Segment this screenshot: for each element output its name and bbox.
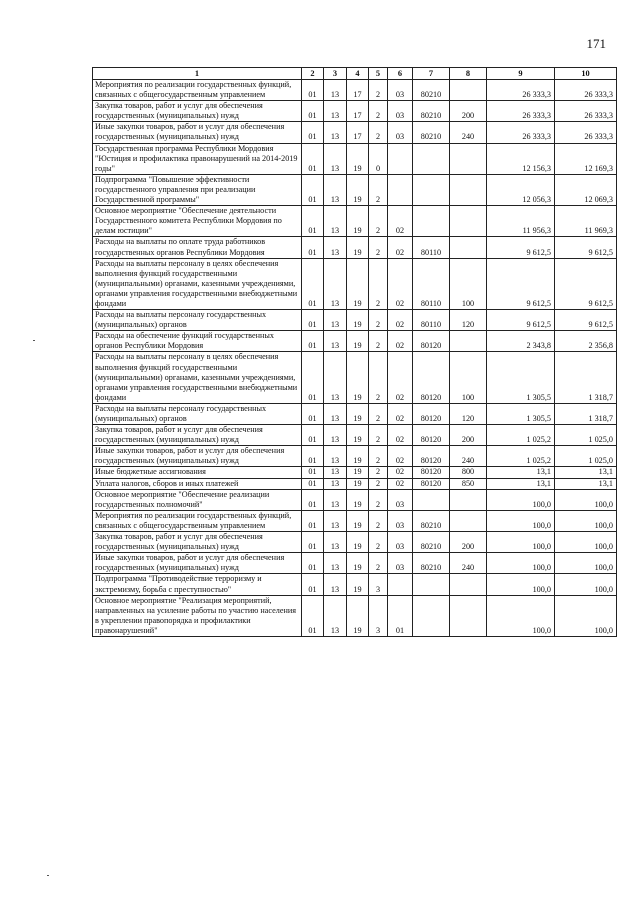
cell-section: 01 — [302, 174, 324, 205]
cell-expense-type: 240 — [450, 553, 487, 574]
cell-expense-type: 100 — [450, 352, 487, 403]
cell-subsection: 13 — [324, 352, 347, 403]
row-name: Иные закупки товаров, работ и услуг для обеспечения государственных (муниципальных) нужд — [93, 446, 302, 467]
col-header-subprogram: 5 — [369, 68, 388, 80]
cell-amount-1: 12 056,3 — [487, 174, 555, 205]
cell-amount-2: 13,1 — [555, 478, 617, 489]
cell-subprogram: 2 — [369, 425, 388, 446]
cell-subprogram: 2 — [369, 510, 388, 531]
table-row — [93, 532, 617, 553]
table-row — [93, 467, 617, 478]
table-row — [93, 310, 617, 331]
cell-subprogram: 2 — [369, 174, 388, 205]
cell-amount-2: 9 612,5 — [555, 310, 617, 331]
row-name: Государственная программа Республики Мордовия "Юстиция и профилактика правонарушений на 2014-2019 годы" — [93, 143, 302, 174]
cell-subsection: 13 — [324, 532, 347, 553]
cell-amount-2: 26 333,3 — [555, 80, 617, 101]
col-header-direction: 7 — [413, 68, 450, 80]
table-row — [93, 446, 617, 467]
row-name: Расходы на выплаты персоналу государственных (муниципальных) органов — [93, 310, 302, 331]
cell-subsection: 13 — [324, 478, 347, 489]
cell-amount-1: 9 612,5 — [487, 237, 555, 258]
cell-amount-2: 100,0 — [555, 553, 617, 574]
cell-program: 19 — [347, 478, 369, 489]
cell-program: 19 — [347, 574, 369, 595]
cell-amount-1: 13,1 — [487, 467, 555, 478]
cell-subsection: 13 — [324, 425, 347, 446]
cell-section: 01 — [302, 352, 324, 403]
cell-direction — [413, 174, 450, 205]
cell-program: 19 — [347, 143, 369, 174]
cell-amount-1: 9 612,5 — [487, 258, 555, 309]
cell-measure: 01 — [388, 595, 413, 636]
cell-amount-1: 9 612,5 — [487, 310, 555, 331]
cell-direction: 80210 — [413, 122, 450, 143]
cell-amount-2: 9 612,5 — [555, 258, 617, 309]
table-row — [93, 403, 617, 424]
cell-measure: 02 — [388, 206, 413, 237]
cell-subprogram: 0 — [369, 143, 388, 174]
cell-program: 19 — [347, 467, 369, 478]
cell-subprogram: 2 — [369, 122, 388, 143]
cell-direction: 80110 — [413, 237, 450, 258]
row-name: Мероприятия по реализации государственных функций, связанных с общегосударственным управлением — [93, 80, 302, 101]
table-row — [93, 510, 617, 531]
cell-amount-2: 12 069,3 — [555, 174, 617, 205]
table-row — [93, 143, 617, 174]
cell-amount-1: 2 343,8 — [487, 331, 555, 352]
col-header-program: 4 — [347, 68, 369, 80]
cell-section: 01 — [302, 553, 324, 574]
cell-amount-2: 1 318,7 — [555, 352, 617, 403]
cell-subsection: 13 — [324, 206, 347, 237]
cell-section: 01 — [302, 532, 324, 553]
cell-measure — [388, 574, 413, 595]
cell-direction: 80120 — [413, 478, 450, 489]
cell-expense-type — [450, 237, 487, 258]
table-row — [93, 553, 617, 574]
table-row — [93, 352, 617, 403]
cell-measure: 02 — [388, 258, 413, 309]
cell-expense-type: 200 — [450, 425, 487, 446]
cell-amount-1: 11 956,3 — [487, 206, 555, 237]
cell-expense-type: 240 — [450, 122, 487, 143]
cell-measure — [388, 143, 413, 174]
cell-expense-type — [450, 595, 487, 636]
cell-measure: 02 — [388, 310, 413, 331]
row-name: Расходы на выплаты по оплате труда работников государственных органов Республики Мордовия — [93, 237, 302, 258]
table-row — [93, 206, 617, 237]
col-header-amount-1: 9 — [487, 68, 555, 80]
row-name: Основное мероприятие "Реализация мероприятий, направленных на усиление работы по участию населения в укреплении правопорядка и профилактики правонарушений" — [93, 595, 302, 636]
cell-direction: 80120 — [413, 403, 450, 424]
row-name: Мероприятия по реализации государственных функций, связанных с общегосударственным управлением — [93, 510, 302, 531]
cell-amount-1: 100,0 — [487, 510, 555, 531]
table-row — [93, 478, 617, 489]
scan-speck — [33, 340, 35, 341]
cell-subsection: 13 — [324, 467, 347, 478]
cell-direction: 80120 — [413, 352, 450, 403]
cell-expense-type: 850 — [450, 478, 487, 489]
cell-direction: 80120 — [413, 331, 450, 352]
cell-amount-1: 1 025,2 — [487, 425, 555, 446]
cell-amount-2: 26 333,3 — [555, 122, 617, 143]
cell-amount-2: 100,0 — [555, 574, 617, 595]
cell-section: 01 — [302, 237, 324, 258]
cell-amount-1: 100,0 — [487, 574, 555, 595]
row-name: Закупка товаров, работ и услуг для обеспечения государственных (муниципальных) нужд — [93, 532, 302, 553]
cell-subsection: 13 — [324, 446, 347, 467]
cell-program: 17 — [347, 122, 369, 143]
cell-amount-1: 1 305,5 — [487, 352, 555, 403]
cell-expense-type — [450, 510, 487, 531]
cell-program: 19 — [347, 553, 369, 574]
cell-subsection: 13 — [324, 122, 347, 143]
cell-direction — [413, 574, 450, 595]
cell-expense-type: 240 — [450, 446, 487, 467]
cell-subprogram: 2 — [369, 489, 388, 510]
cell-subprogram: 2 — [369, 310, 388, 331]
cell-subprogram: 2 — [369, 446, 388, 467]
row-name: Расходы на выплаты персоналу в целях обеспечения выполнения функций государственными (муниципальными) органами, казенными учреждениями, органами управления государственными внебюджетными фондами — [93, 352, 302, 403]
cell-expense-type — [450, 174, 487, 205]
col-header-expense-type: 8 — [450, 68, 487, 80]
cell-subprogram: 2 — [369, 237, 388, 258]
cell-amount-2: 1 025,0 — [555, 425, 617, 446]
table-row — [93, 425, 617, 446]
cell-expense-type — [450, 80, 487, 101]
table-row — [93, 237, 617, 258]
cell-program: 19 — [347, 331, 369, 352]
cell-direction — [413, 595, 450, 636]
cell-measure: 03 — [388, 101, 413, 122]
cell-program: 19 — [347, 532, 369, 553]
cell-measure: 03 — [388, 80, 413, 101]
col-header-measure: 6 — [388, 68, 413, 80]
cell-section: 01 — [302, 446, 324, 467]
cell-subsection: 13 — [324, 310, 347, 331]
cell-amount-1: 100,0 — [487, 532, 555, 553]
cell-measure: 02 — [388, 352, 413, 403]
cell-amount-1: 100,0 — [487, 595, 555, 636]
scan-speck — [47, 875, 49, 876]
cell-subprogram: 2 — [369, 258, 388, 309]
cell-subsection: 13 — [324, 403, 347, 424]
cell-amount-2: 100,0 — [555, 595, 617, 636]
col-header-amount-2: 10 — [555, 68, 617, 80]
cell-amount-2: 100,0 — [555, 532, 617, 553]
cell-subsection: 13 — [324, 331, 347, 352]
cell-expense-type — [450, 206, 487, 237]
cell-expense-type: 100 — [450, 258, 487, 309]
budget-table — [92, 67, 617, 637]
cell-direction: 80210 — [413, 553, 450, 574]
cell-section: 01 — [302, 122, 324, 143]
cell-subsection: 13 — [324, 595, 347, 636]
cell-amount-1: 26 333,3 — [487, 122, 555, 143]
cell-expense-type: 120 — [450, 403, 487, 424]
cell-section: 01 — [302, 478, 324, 489]
cell-measure — [388, 174, 413, 205]
table-body — [93, 80, 617, 637]
cell-amount-1: 1 305,5 — [487, 403, 555, 424]
row-name: Уплата налогов, сборов и иных платежей — [93, 478, 302, 489]
cell-program: 19 — [347, 510, 369, 531]
col-header-subsection: 3 — [324, 68, 347, 80]
row-name: Закупка товаров, работ и услуг для обеспечения государственных (муниципальных) нужд — [93, 425, 302, 446]
cell-measure: 03 — [388, 510, 413, 531]
cell-expense-type — [450, 331, 487, 352]
cell-direction: 80210 — [413, 510, 450, 531]
cell-amount-1: 13,1 — [487, 478, 555, 489]
cell-subprogram: 2 — [369, 532, 388, 553]
row-name: Расходы на выплаты персоналу в целях обеспечения выполнения функций государственными (муниципальными) органами, казенными учреждениями, органами управления государственными внебюджетными фондами — [93, 258, 302, 309]
cell-expense-type — [450, 143, 487, 174]
cell-expense-type: 120 — [450, 310, 487, 331]
row-name: Иные закупки товаров, работ и услуг для обеспечения государственных (муниципальных) нужд — [93, 553, 302, 574]
cell-amount-2: 12 169,3 — [555, 143, 617, 174]
cell-amount-1: 26 333,3 — [487, 101, 555, 122]
cell-program: 17 — [347, 80, 369, 101]
cell-section: 01 — [302, 258, 324, 309]
cell-subsection: 13 — [324, 101, 347, 122]
cell-expense-type: 800 — [450, 467, 487, 478]
cell-program: 19 — [347, 595, 369, 636]
row-name: Закупка товаров, работ и услуг для обеспечения государственных (муниципальных) нужд — [93, 101, 302, 122]
cell-amount-2: 26 333,3 — [555, 101, 617, 122]
cell-amount-2: 2 356,8 — [555, 331, 617, 352]
cell-program: 19 — [347, 425, 369, 446]
cell-direction — [413, 143, 450, 174]
cell-measure: 02 — [388, 237, 413, 258]
cell-section: 01 — [302, 489, 324, 510]
cell-measure: 02 — [388, 467, 413, 478]
cell-section: 01 — [302, 331, 324, 352]
cell-section: 01 — [302, 574, 324, 595]
cell-subprogram: 3 — [369, 574, 388, 595]
cell-amount-2: 100,0 — [555, 489, 617, 510]
cell-direction: 80120 — [413, 446, 450, 467]
cell-subprogram: 2 — [369, 403, 388, 424]
cell-expense-type — [450, 574, 487, 595]
cell-amount-2: 1 025,0 — [555, 446, 617, 467]
cell-subprogram: 3 — [369, 595, 388, 636]
cell-subsection: 13 — [324, 237, 347, 258]
cell-direction: 80120 — [413, 467, 450, 478]
cell-section: 01 — [302, 80, 324, 101]
cell-section: 01 — [302, 403, 324, 424]
cell-expense-type: 200 — [450, 101, 487, 122]
cell-subprogram: 2 — [369, 80, 388, 101]
cell-direction: 80210 — [413, 532, 450, 553]
row-name: Расходы на обеспечение функций государственных органов Республики Мордовия — [93, 331, 302, 352]
table-row — [93, 101, 617, 122]
cell-section: 01 — [302, 510, 324, 531]
cell-measure: 02 — [388, 425, 413, 446]
table-row — [93, 331, 617, 352]
col-header-name: 1 — [93, 68, 302, 80]
row-name: Основное мероприятие "Обеспечение реализации государственных полномочий" — [93, 489, 302, 510]
cell-amount-1: 100,0 — [487, 489, 555, 510]
cell-subsection: 13 — [324, 143, 347, 174]
cell-measure: 02 — [388, 446, 413, 467]
table-row — [93, 258, 617, 309]
cell-program: 19 — [347, 258, 369, 309]
cell-amount-1: 100,0 — [487, 553, 555, 574]
cell-direction: 80110 — [413, 258, 450, 309]
cell-direction: 80120 — [413, 425, 450, 446]
cell-subsection: 13 — [324, 174, 347, 205]
cell-section: 01 — [302, 467, 324, 478]
row-name: Иные бюджетные ассигнования — [93, 467, 302, 478]
cell-amount-2: 13,1 — [555, 467, 617, 478]
cell-measure: 03 — [388, 532, 413, 553]
cell-direction: 80210 — [413, 101, 450, 122]
row-name: Иные закупки товаров, работ и услуг для обеспечения государственных (муниципальных) нужд — [93, 122, 302, 143]
cell-program: 17 — [347, 101, 369, 122]
cell-measure: 02 — [388, 331, 413, 352]
table-row — [93, 489, 617, 510]
table-row — [93, 80, 617, 101]
cell-amount-2: 9 612,5 — [555, 237, 617, 258]
cell-program: 19 — [347, 310, 369, 331]
cell-measure: 03 — [388, 553, 413, 574]
cell-measure: 03 — [388, 122, 413, 143]
cell-amount-2: 100,0 — [555, 510, 617, 531]
cell-section: 01 — [302, 101, 324, 122]
table-row — [93, 122, 617, 143]
cell-subsection: 13 — [324, 489, 347, 510]
cell-amount-1: 26 333,3 — [487, 80, 555, 101]
cell-measure: 02 — [388, 403, 413, 424]
cell-amount-2: 1 318,7 — [555, 403, 617, 424]
cell-direction — [413, 206, 450, 237]
cell-program: 19 — [347, 174, 369, 205]
cell-amount-1: 12 156,3 — [487, 143, 555, 174]
cell-subprogram: 2 — [369, 478, 388, 489]
cell-subprogram: 2 — [369, 467, 388, 478]
cell-section: 01 — [302, 425, 324, 446]
cell-section: 01 — [302, 206, 324, 237]
cell-subprogram: 2 — [369, 331, 388, 352]
row-name: Расходы на выплаты персоналу государственных (муниципальных) органов — [93, 403, 302, 424]
row-name: Подпрограмма "Повышение эффективности государственного управления при реализации Государственной программы" — [93, 174, 302, 205]
cell-direction: 80210 — [413, 80, 450, 101]
cell-subprogram: 2 — [369, 553, 388, 574]
cell-measure: 02 — [388, 478, 413, 489]
cell-program: 19 — [347, 446, 369, 467]
cell-subsection: 13 — [324, 553, 347, 574]
page-number: 171 — [586, 36, 606, 51]
cell-program: 19 — [347, 206, 369, 237]
cell-subprogram: 2 — [369, 352, 388, 403]
row-name: Основное мероприятие "Обеспечение деятельности Государственного комитета Республики Мордовия по делам юстиции" — [93, 206, 302, 237]
col-header-section: 2 — [302, 68, 324, 80]
row-name: Подпрограмма "Противодействие терроризму и экстремизму, борьба с преступностью" — [93, 574, 302, 595]
cell-expense-type — [450, 489, 487, 510]
cell-amount-2: 11 969,3 — [555, 206, 617, 237]
cell-subsection: 13 — [324, 258, 347, 309]
cell-expense-type: 200 — [450, 532, 487, 553]
cell-section: 01 — [302, 595, 324, 636]
cell-subprogram: 2 — [369, 101, 388, 122]
cell-program: 19 — [347, 489, 369, 510]
cell-subprogram: 2 — [369, 206, 388, 237]
cell-section: 01 — [302, 143, 324, 174]
table-header-row — [93, 68, 617, 80]
table-row — [93, 574, 617, 595]
table-row — [93, 595, 617, 636]
cell-direction: 80110 — [413, 310, 450, 331]
cell-section: 01 — [302, 310, 324, 331]
cell-subsection: 13 — [324, 80, 347, 101]
cell-subsection: 13 — [324, 510, 347, 531]
cell-measure: 03 — [388, 489, 413, 510]
cell-subsection: 13 — [324, 574, 347, 595]
cell-amount-1: 1 025,2 — [487, 446, 555, 467]
table-row — [93, 174, 617, 205]
cell-program: 19 — [347, 237, 369, 258]
cell-program: 19 — [347, 403, 369, 424]
cell-direction — [413, 489, 450, 510]
cell-program: 19 — [347, 352, 369, 403]
